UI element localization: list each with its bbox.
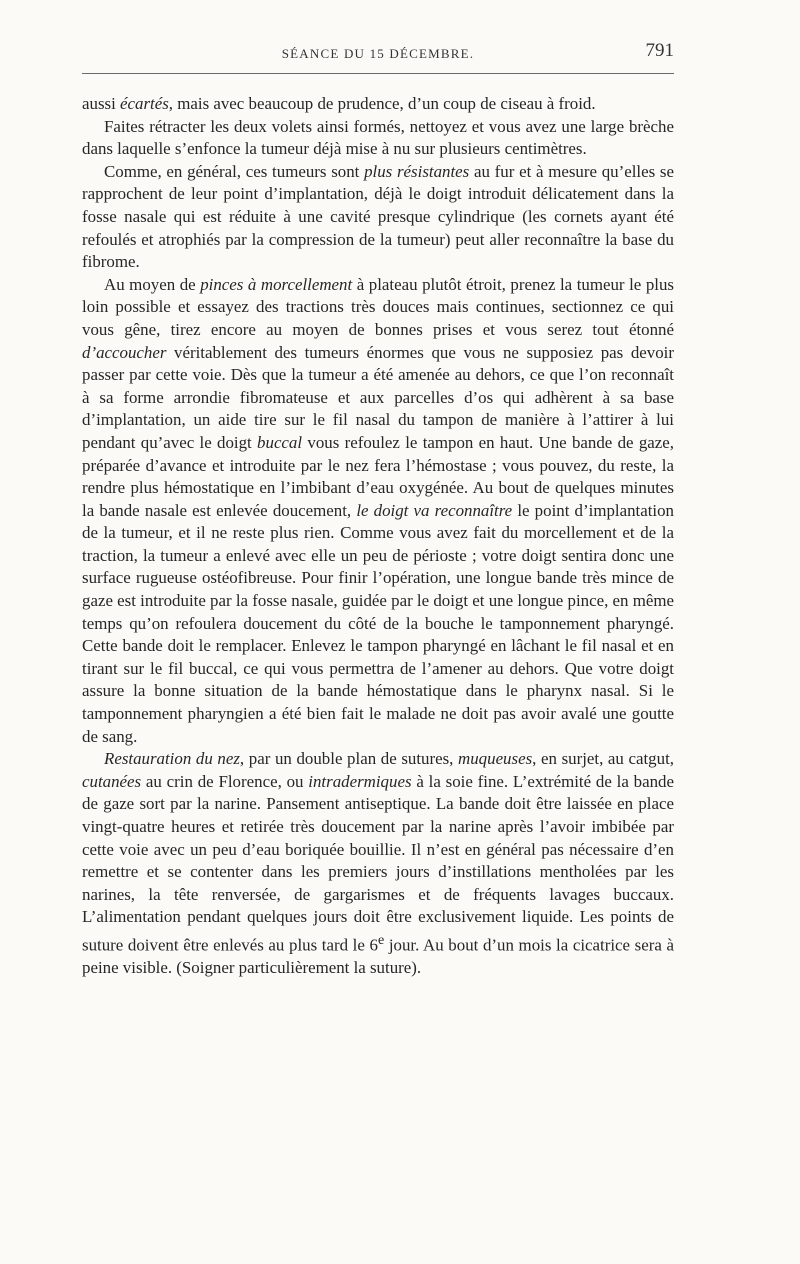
superscript-text: e [377, 931, 385, 948]
paragraph [82, 93, 674, 116]
paragraph [82, 274, 674, 748]
text-run: Faites rétracter les deux volets ainsi formés, nettoyez et vous avez une large brèche dans laquelle s’enfonce la tumeur déjà mise à nu sur plusieurs centimètres. [82, 116, 674, 159]
paragraph [82, 161, 674, 274]
text-run: , par un double plan de sutures, [239, 749, 459, 769]
running-head-title: SÉANCE DU 15 DÉCEMBRE. [281, 46, 475, 61]
italic-text: pinces à morcellement [200, 274, 353, 294]
text-run: Au moyen de [104, 274, 201, 294]
header-rule [82, 73, 674, 74]
italic-text: plus résistantes [364, 161, 470, 181]
text-run: Comme, en général, ces tumeurs sont [104, 161, 365, 181]
text-run: le point d’implantation de la tumeur, et il ne reste plus rien. Comme vous avez fait du morcellement et de la traction, la tumeur a enlevé avec elle un peu de périoste ; votre doigt sentira donc une surface rugueuse ostéofibreuse. Pour finir l’opération, une longue bande très mince de gaze est introduite par la fosse nasale, guidée par le doigt et une longue pince, en même temps qu’on refoulera doucement du côté de la bouche le tamponnement pharyngé. Cette bande doit le remplacer. Enlevez le tampon pharyngé en lâchant le fil nasal et en tirant sur le fil buccal, ce qui vous permettra de l’amener au dehors. Que votre doigt assure la bonne situation de la bande hémostatique dans le pharynx nasal. Si le tamponnement pharyngien a été bien fait le malade ne doit pas avoir avalé une goutte de sang. [82, 500, 675, 746]
text-run: à plateau plutôt étroit, prenez la tumeur le plus loin possible et essayez des tractions très douces mais continues, sectionnez ce qui vous gêne, tirez encore au moyen de bonnes prises et vous serez tout étonné [82, 274, 674, 339]
text-run: au fur et à mesure qu’elles se rapprochent de leur point d’implantation, déjà le doigt introduit délicatement dans la fosse nasale qui est réduite à une cavité presque cylindrique (les cornets ayant été refoulés et atrophiés par la compression de la tumeur) peut aller reconnaître la base du fibrome. [82, 161, 674, 272]
text-run: au crin de Florence, ou [141, 771, 309, 791]
body-text [82, 93, 674, 980]
text-run: , en surjet, au catgut, [532, 749, 674, 769]
text-run: aussi [82, 94, 121, 113]
italic-text: le doigt va reconnaître [356, 500, 513, 520]
italic-text: d’accoucher [82, 342, 167, 362]
text-run: , mais avec beaucoup de prudence, d’un coup de ciseau à froid. [168, 94, 596, 113]
italic-text: buccal [257, 432, 303, 452]
italic-text: Restauration du nez [104, 749, 240, 769]
page-number: 791 [645, 40, 674, 61]
text-run: vous refoulez le tampon en haut. Une bande de gaze, préparée d’avance et introduite par le nez fera l’hémostase ; vous pouvez, du reste, la rendre plus hémostatique en l’imbibant d’eau oxygénée. Au bout de quelques minutes la bande nasale est enlevée doucement, [82, 432, 674, 520]
paragraph [82, 116, 674, 161]
italic-text: cutanées [82, 771, 142, 791]
running-header [82, 40, 674, 76]
italic-text: intradermiques [308, 771, 412, 791]
text-run: véritablement des tumeurs énormes que vous ne supposiez pas devoir passer par cette voie. Dès que la tumeur a été amenée au dehors, ce que l’on reconnaît à sa forme arrondie fibromateuse et aux parcelles d’os qui adhèrent à sa base d’implantation, un aide tire sur le fil nasal du tampon de manière à l’attirer à lui pendant qu’avec le doigt [82, 342, 674, 452]
italic-text: muqueuses [458, 749, 533, 769]
text-run: jour. Au bout d’un mois la cicatrice sera à peine visible. (Soigner particulièrement la suture). [82, 935, 674, 978]
italic-text: écartés [120, 94, 169, 113]
text-run: à la soie fine. L’extrémité de la bande de gaze sort par la narine. Pansement antiseptique. La bande doit être laissée en place vingt-quatre heures et retirée très doucement par la narine après l’avoir imbibée par cette voie avec un peu d’eau boriquée bouillie. Il n’est en général pas nécessaire d’en remettre et se contenter dans les premiers jours d’instillations mentholées par les narines, la tête renversée, de gargarismes et de fréquents lavages buccaux. L’alimentation pendant quelques jours doit être exclusivement liquide. Les points de suture doivent être enlevés au plus tard le 6 [82, 771, 674, 955]
paragraph [82, 748, 674, 980]
